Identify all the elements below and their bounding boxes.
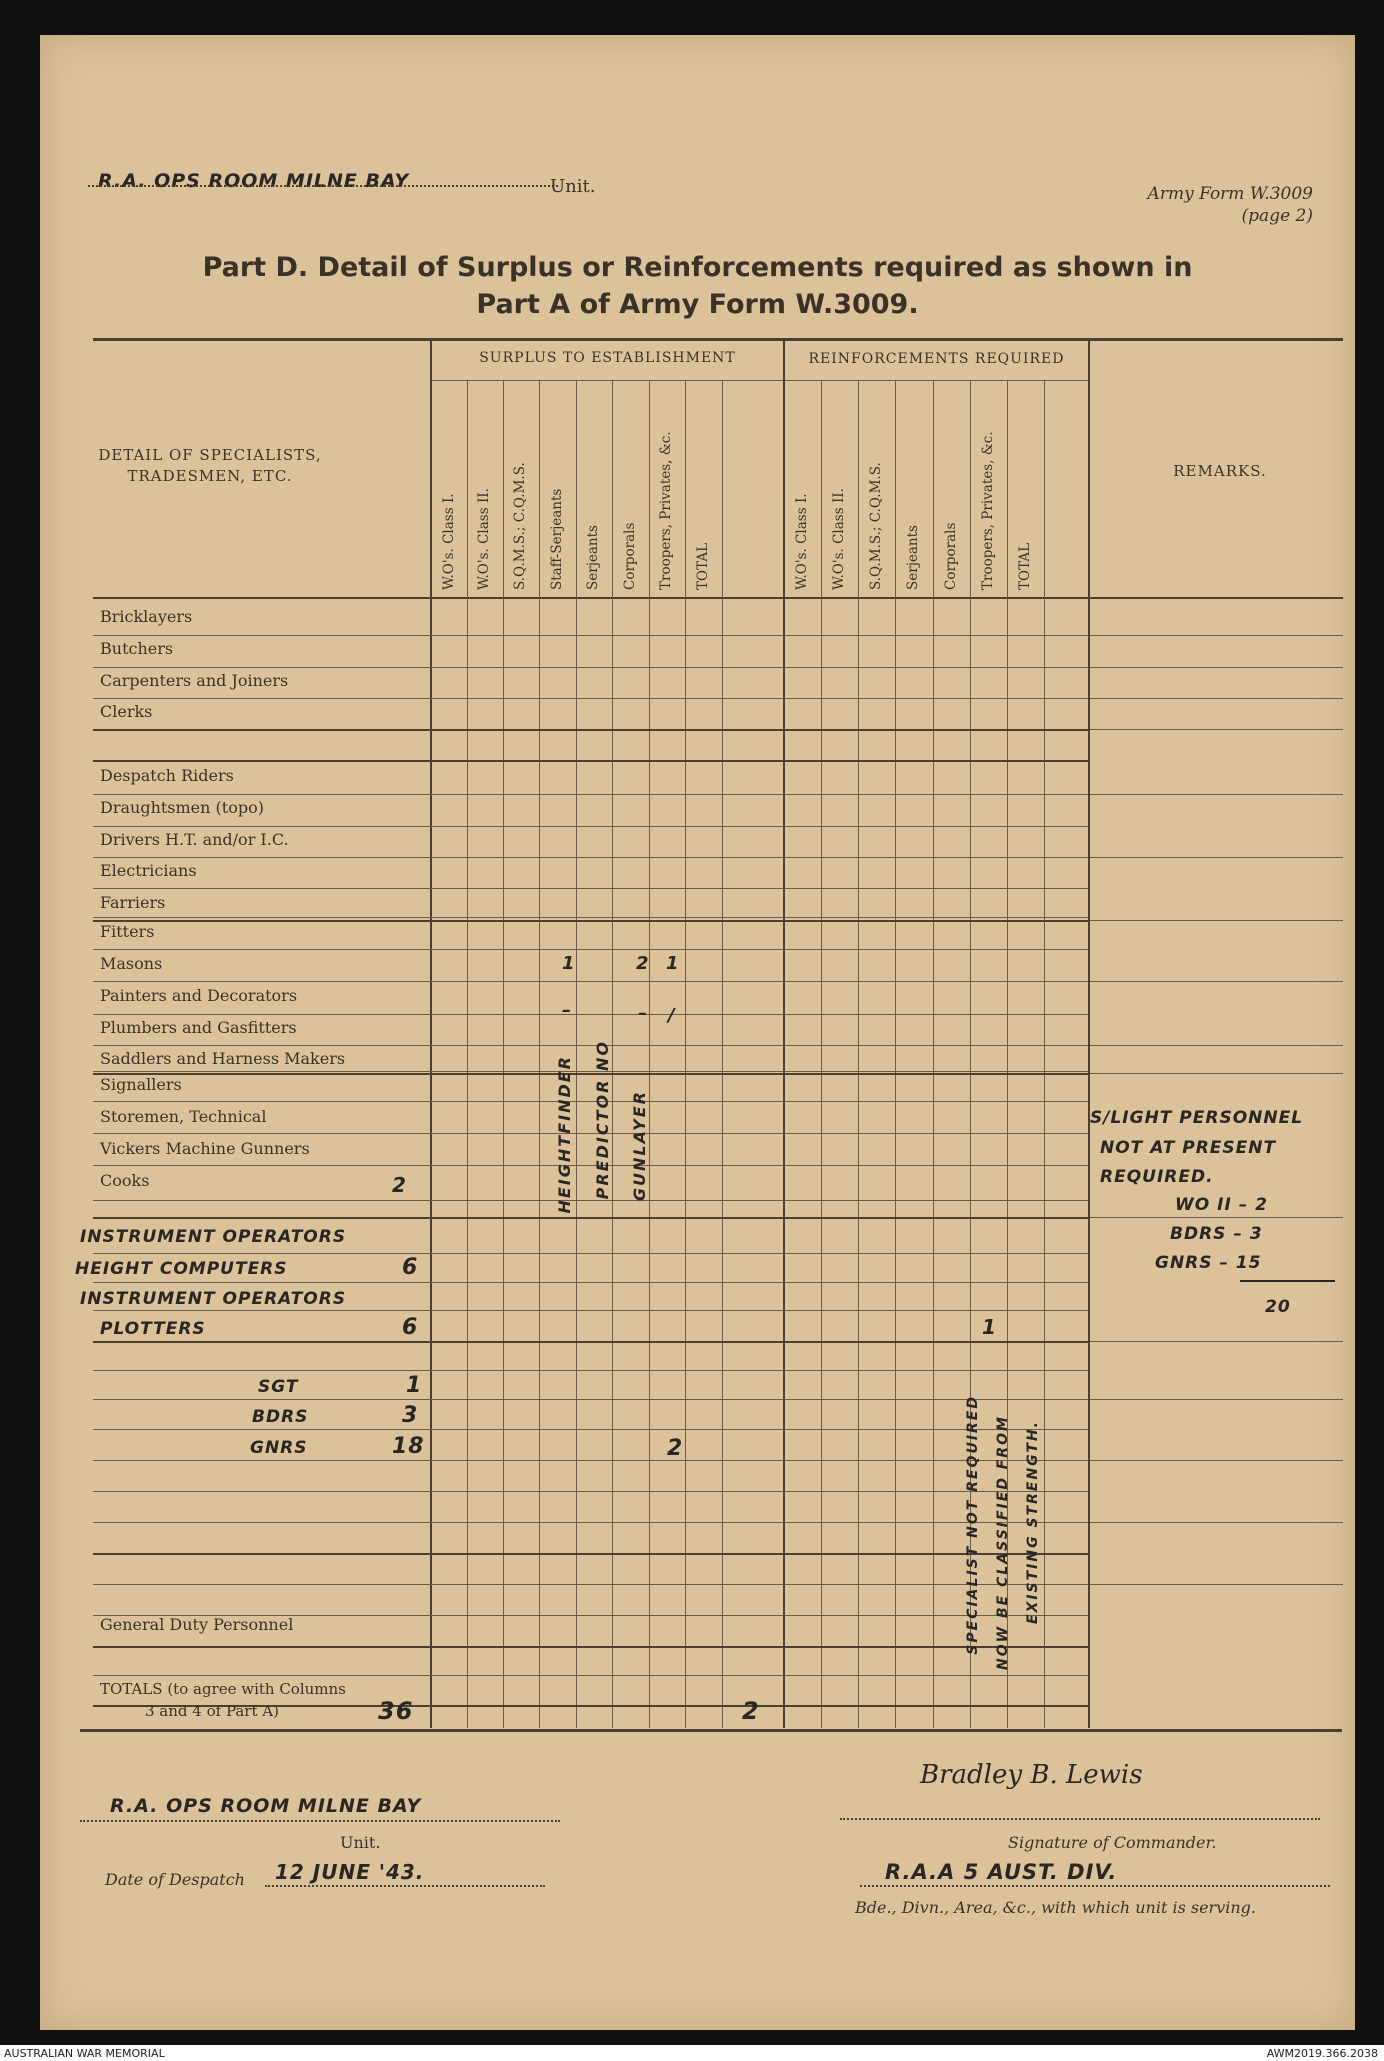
remarks-separator [1090,635,1343,636]
row-separator [93,949,1088,950]
cell-mark: / [668,1005,676,1026]
remarks-separator [1090,1341,1343,1342]
hw-row-value: 6 [402,1255,419,1280]
cell-mark: 2 [667,1436,684,1461]
unit-top-label: Unit. [550,176,596,197]
unit-top-handwritten: R.A. OPS ROOM MILNE BAY [98,170,410,192]
row-label: Farriers [100,893,166,912]
detail-column-divider [430,338,432,1728]
remarks-separator [1090,1399,1343,1400]
remarks-separator [1090,1045,1343,1046]
form-reference [1148,183,1313,227]
row-label: Vickers Machine Gunners [100,1139,310,1158]
row-separator [93,729,1088,731]
hw-row-label: HEIGHT COMPUTERS [75,1259,288,1279]
row-separator [93,1399,1088,1400]
remarks-separator [1090,1522,1343,1523]
surplus-group-underline [432,380,783,381]
date-of-despatch-value: 12 JUNE '43. [275,1860,425,1884]
remarks-line: 20 [1265,1297,1291,1317]
footer-right-text: AWM2019.366.2038 [1266,2047,1378,2060]
remarks-separator [1090,667,1343,668]
row-label: Carpenters and Joiners [100,671,289,690]
row-separator [93,1370,1088,1371]
bde-label: Bde., Divn., Area, &c., with which unit is serving. [855,1898,1256,1917]
cell-mark: 2 [636,953,650,974]
row-separator [93,1491,1088,1492]
surplus-total-value: 2 [742,1697,760,1725]
row-label: Masons [100,954,163,973]
reinf-col-divider [1044,381,1045,1728]
footer-bar [0,2045,1384,2061]
hw-row-label: INSTRUMENT OPERATORS [80,1227,347,1247]
form-title-line-2: Part A of Army Form W.3009. [476,289,919,320]
row-label: Butchers [100,639,174,658]
row-separator [93,1675,1088,1676]
hw-row-value: 3 [402,1403,419,1428]
surplus-column-header: W.O's. Class I. [440,493,457,590]
date-dotted-line [265,1885,545,1887]
surplus-col-divider [612,381,613,1728]
remarks-line: S/LIGHT PERSONNEL [1090,1108,1304,1128]
row-separator [93,667,1088,668]
remarks-separator [1090,981,1343,982]
reinf-col-divider [821,381,822,1728]
row-label: Storemen, Technical [100,1107,267,1126]
reinf-col-divider [895,381,896,1728]
cell-mark: – [562,1000,572,1021]
row-separator [93,1133,1088,1134]
remarks-line: BDRS – 3 [1170,1224,1263,1244]
signature-label: Signature of Commander. [1008,1833,1217,1852]
signature-dotted-line [840,1818,1320,1820]
cell-mark: 1 [666,953,680,974]
row-separator [93,1584,1088,1585]
row-separator [93,1341,1088,1343]
cell-mark: 1 [982,1315,997,1339]
surplus-column-header: TOTAL [694,542,711,590]
row-separator [93,1553,1088,1555]
reinf-column-header: W.O's. Class I. [794,493,810,590]
remarks-sum-underline [1240,1280,1335,1282]
vertical-note: HEIGHTFINDER [555,1055,574,1214]
remarks-separator [1090,794,1343,795]
totals-label-2: 3 and 4 of Part A) [145,1702,279,1720]
remarks-line: REQUIRED. [1100,1167,1214,1187]
detail-column-header: DETAIL OF SPECIALISTS, TRADESMEN, ETC. [98,446,322,485]
row-value: 2 [392,1173,407,1197]
reinf-column-header: Corporals [942,522,959,590]
surplus-col-divider [503,381,504,1728]
remarks-separator [1090,1584,1343,1585]
row-separator [93,794,1088,795]
bde-dotted-line [860,1885,1330,1887]
reinf-col-divider [933,381,934,1728]
row-separator [93,760,1088,762]
row-label: Saddlers and Harness Makers [100,1049,346,1068]
row-separator [93,1646,1088,1648]
row-separator [93,1014,1088,1015]
row-label: Plumbers and Gasfitters [100,1018,297,1037]
surplus-column-header: Troopers, Privates, &c. [658,431,674,590]
row-separator [93,1073,1088,1075]
group-divider [783,338,785,1728]
row-separator [93,1101,1088,1102]
remarks-separator [1090,1217,1343,1218]
reinf-group-underline [785,380,1088,381]
surplus-column-header: S.Q.M.S.; C.Q.M.S. [512,462,528,590]
hw-row-label: PLOTTERS [100,1319,206,1339]
bottom-unit-dotted-line [80,1820,560,1822]
hw-row-value: 1 [406,1373,423,1398]
remarks-separator [1090,1073,1343,1074]
row-label: Bricklayers [100,607,193,626]
unit-top-dotted-line [88,185,558,187]
row-separator [93,981,1088,982]
row-separator [93,857,1088,858]
surplus-column-header: Corporals [621,522,638,590]
row-separator [93,920,1088,922]
vertical-note: EXISTING STRENGTH. [1025,1420,1041,1625]
surplus-col-divider [722,381,723,1728]
hw-row-label: BDRS [252,1407,309,1427]
remarks-line: WO II – 2 [1175,1195,1268,1215]
row-label: Draughtsmen (topo) [100,798,264,817]
totals-label-1: TOTALS (to agree with Columns [100,1680,346,1698]
reinf-group-header: REINFORCEMENTS REQUIRED [808,351,1065,367]
row-separator [93,1200,1088,1201]
totals-value: 36 [378,1697,414,1725]
reinf-col-divider [858,381,859,1728]
form-number: Army Form W.3009 [1147,184,1313,204]
reinf-column-header: W.O's. Class II. [830,488,847,590]
surplus-col-divider [649,381,650,1728]
reinf-column-header: Serjeants [905,525,921,590]
hw-row-value: 18 [392,1434,425,1459]
row-separator [93,826,1088,827]
form-title-line-1: Part D. Detail of Surplus or Reinforcements required as shown in [202,252,1193,283]
table-bottom-rule [80,1729,1342,1732]
hw-row-label: SGT [258,1377,299,1397]
hw-row-label: INSTRUMENT OPERATORS [80,1289,347,1309]
row-separator [93,1310,1088,1311]
row-separator [93,1460,1088,1461]
hw-row-label: GNRS [250,1438,308,1458]
reinf-column-header: TOTAL [1016,542,1033,590]
remarks-separator [1090,857,1343,858]
remarks-header: REMARKS. [1173,462,1267,480]
row-label: Drivers H.T. and/or I.C. [100,830,289,849]
row-separator [93,917,1088,918]
surplus-group-header: SURPLUS TO ESTABLISHMENT [479,350,736,366]
general-duty-label: General Duty Personnel [100,1615,294,1634]
row-separator [93,1217,1088,1219]
surplus-column-header: Staff-Serjeants [548,488,565,590]
remarks-separator [1090,729,1343,730]
reinf-column-header: Troopers, Privates, &c. [979,431,996,590]
row-separator [93,1045,1088,1046]
row-separator [93,1282,1088,1283]
row-separator [93,1071,1088,1072]
reinf-column-header: S.Q.M.S.; C.Q.M.S. [867,462,884,590]
row-separator [93,1165,1088,1166]
surplus-column-header: Serjeants [585,525,601,590]
footer-left-text: AUSTRALIAN WAR MEMORIAL [4,2047,165,2060]
surplus-col-divider [539,381,540,1728]
bde-handwritten: R.A.A 5 AUST. DIV. [885,1860,1118,1884]
cell-mark: – [638,1003,648,1024]
cell-mark: 1 [562,953,576,974]
surplus-column-header: W.O's. Class II. [476,488,492,590]
row-separator [93,1253,1088,1254]
surplus-col-divider [685,381,686,1728]
row-label: Signallers [100,1075,182,1094]
vertical-note: SPECIALIST NOT REQUIRED [965,1395,981,1655]
form-paper [40,35,1355,2030]
bottom-unit-label: Unit. [340,1833,381,1852]
row-label: Cooks [100,1171,150,1190]
header-bottom-rule [93,597,1343,599]
row-separator [93,888,1088,889]
vertical-note: PREDICTOR NO [593,1040,612,1200]
remarks-line: NOT AT PRESENT [1100,1138,1277,1158]
remarks-line: GNRS – 15 [1155,1253,1262,1273]
row-separator [93,635,1088,636]
hw-row-value: 6 [402,1315,419,1340]
remarks-separator [1090,1460,1343,1461]
commander-signature: Bradley B. Lewis [920,1760,1143,1790]
row-label: Electricians [100,861,197,880]
remarks-divider [1088,338,1090,1728]
remarks-separator [1090,920,1343,921]
row-label: Clerks [100,702,153,721]
bottom-unit-handwritten: R.A. OPS ROOM MILNE BAY [110,1795,422,1817]
vertical-note: NOW BE CLASSIFIED FROM [995,1415,1011,1670]
form-page: (page 2) [1241,206,1313,226]
row-label: Despatch Riders [100,766,234,785]
surplus-col-divider [467,381,468,1728]
surplus-col-divider [576,381,577,1728]
remarks-separator [1090,698,1343,699]
row-separator [93,1429,1088,1430]
table-top-rule [93,338,1343,341]
row-label: Painters and Decorators [100,986,298,1005]
row-label: Fitters [100,922,155,941]
vertical-note: GUNLAYER [630,1090,649,1202]
row-separator [93,698,1088,699]
date-of-despatch-label: Date of Despatch [105,1870,245,1889]
row-separator [93,1522,1088,1523]
